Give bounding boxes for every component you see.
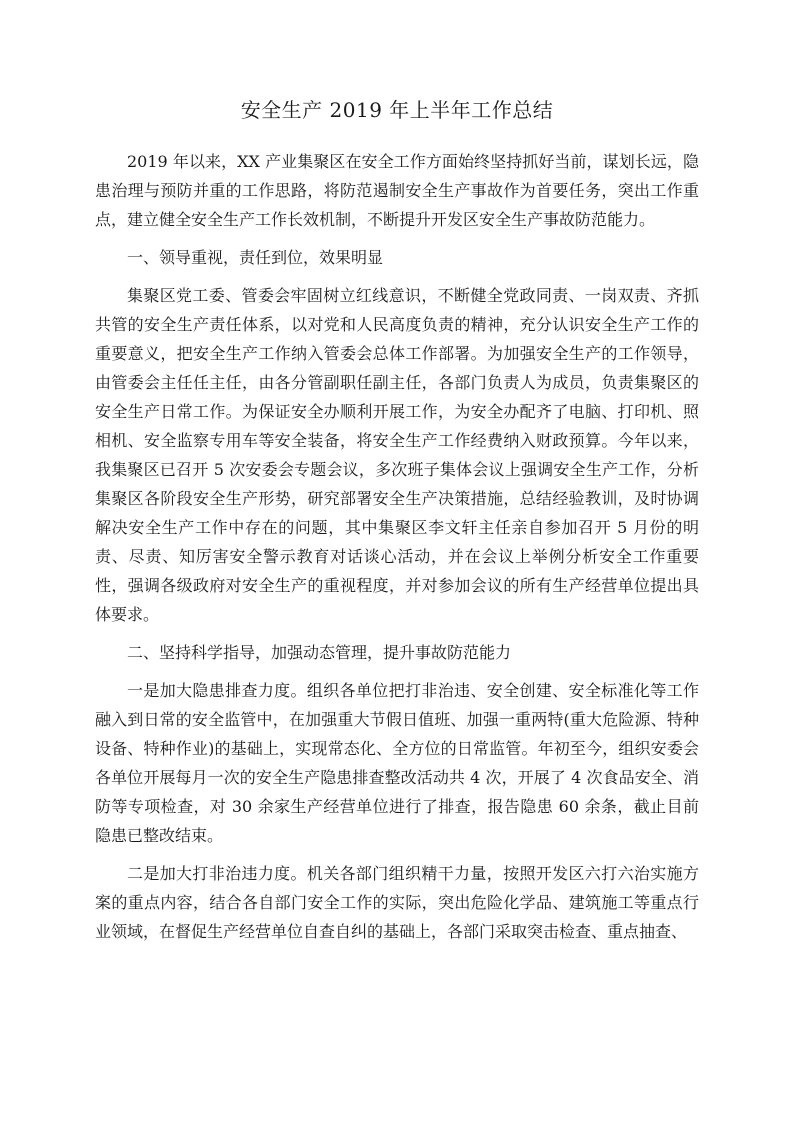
section1-heading: 一、领导重视，责任到位，效果明显 <box>127 248 384 267</box>
document-title: 安全生产 2019 年上半年工作总结 <box>240 98 554 122</box>
section2-paragraph-1: 一是加大隐患排查力度。组织各单位把打非治违、安全创建、安全标准化等工作融入到日常的安全监管中，在加强重大节假日值班、加强一重两特(重大危险源、特种设备、特种作业)的基础上，实现常态化、全方位的日常监管。年初至今，组织安委会各单位开展每月一次的安全生产隐患排查整改活动共 4 次，开展了 4 次食品安全、消防等专项检查，对 30 余家生产经营单位进行了排查，报告隐患 60 余条，截止目前隐患已整改结束。 <box>95 681 699 845</box>
section2-paragraph-2: 二是加大打非治违力度。机关各部门组织精干力量，按照开发区六打六治实施方案的重点内容，结合各自部门安全工作的实际，突出危险化学品、建筑施工等重点行业领域，在督促生产经营单位自查自纠的基础上，各部门采取突击检查、重点抽查、 <box>95 864 699 941</box>
intro-paragraph: 2019 年以来，XX 产业集聚区在安全工作方面始终坚持抓好当前，谋划长远，隐患治理与预防并重的工作思路，将防范遏制安全生产事故作为首要任务，突出工作重点，建立健全安全生产工作长效机制，不断提升开发区安全生产事故防范能力。 <box>95 152 699 229</box>
section1-paragraph: 集聚区党工委、管委会牢固树立红线意识，不断健全党政同责、一岗双责、齐抓共管的安全生产责任体系，以对党和人民高度负责的精神，充分认识安全生产工作的重要意义，把安全生产工作纳入管委会总体工作部署。为加强安全生产的工作领导，由管委会主任任主任，由各分管副职任副主任，各部门负责人为成员，负责集聚区的安全生产日常工作。为保证安全办顺利开展工作，为安全办配齐了电脑、打印机、照相机、安全监察专用车等安全装备，将安全生产工作经费纳入财政预算。今年以来，我集聚区已召开 5 次安委会专题会议，多次班子集体会议上强调安全生产工作，分析集聚区各阶段安全生产形势，研究部署安全生产决策措施，总结经验教训，及时协调解决安全生产工作中存在的问题，其中集聚区李文轩主任亲自参加召开 5 月份的明责、尽责、知厉害安全警示教育对话谈心活动，并在会议上举例分析安全工作重要性，强调各级政府对安全生产的重视程度，并对参加会议的所有生产经营单位提出具体要求。 <box>95 286 699 624</box>
section2-heading: 二、坚持科学指导，加强动态管理，提升事故防范能力 <box>127 643 512 662</box>
